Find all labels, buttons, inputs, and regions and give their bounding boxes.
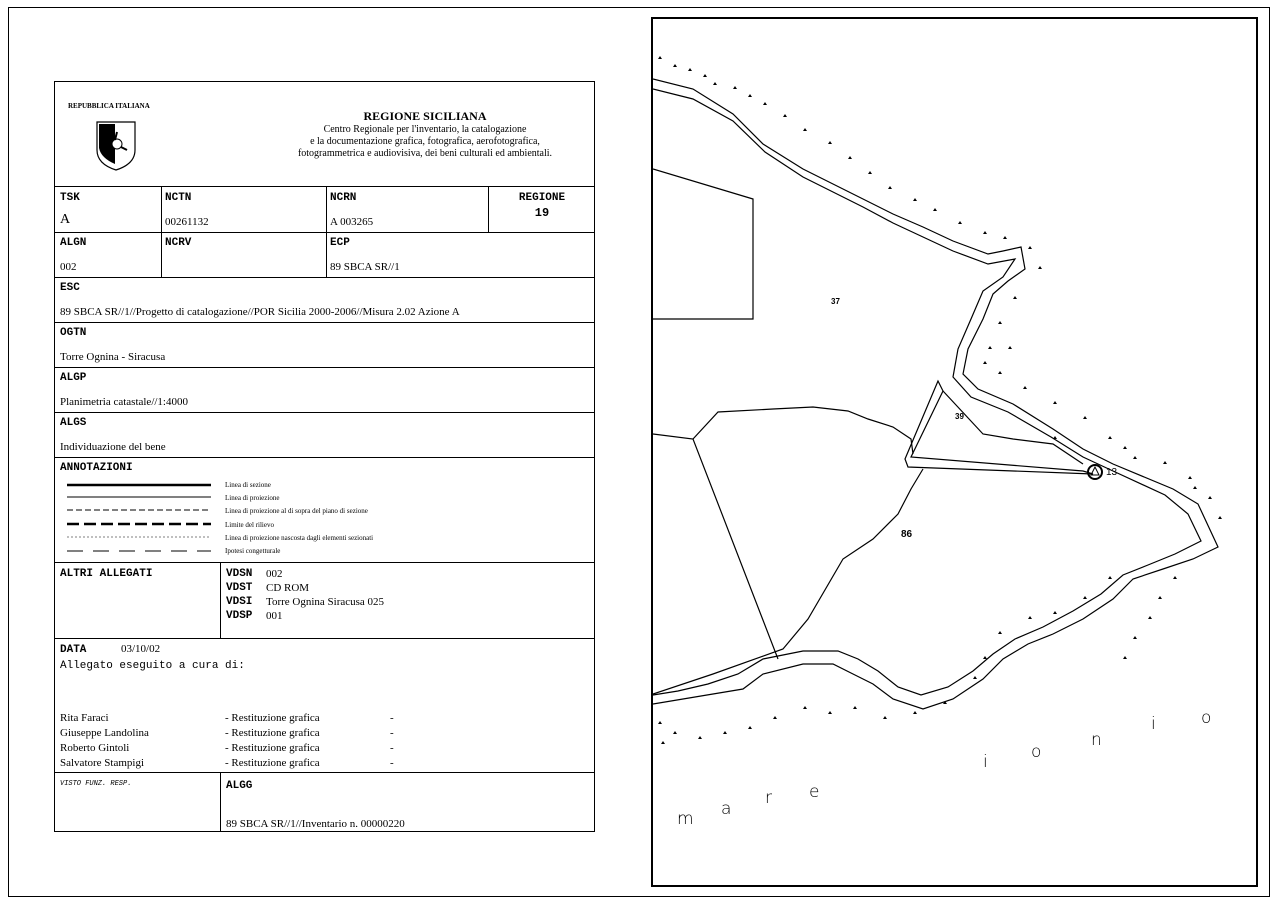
- coastline: [653, 79, 1218, 709]
- person-role: - Restituzione grafica: [225, 742, 320, 754]
- catalogue-card: [54, 81, 595, 832]
- republic-label: REPUBBLICA ITALIANA: [68, 102, 150, 110]
- sea-letter: o: [1031, 742, 1042, 762]
- algn-label: ALGN: [60, 237, 87, 249]
- map-drawing: [653, 19, 1256, 885]
- data-date: 03/10/02: [121, 643, 161, 655]
- person-name: Roberto Gintoli: [60, 742, 130, 754]
- algs-value: Individuazione del bene: [60, 441, 166, 453]
- sea-letter: i: [983, 752, 988, 772]
- vdsp-key: VDSP: [226, 610, 253, 622]
- ogtn-label: OGTN: [60, 327, 87, 339]
- regione-label: REGIONE: [518, 192, 566, 204]
- legend-item: Linea di sezione: [225, 481, 271, 489]
- sea-letter: o: [1201, 708, 1212, 728]
- regione-value: 19: [534, 206, 550, 220]
- vdst-key: VDST: [226, 582, 253, 594]
- marker-label: 13: [1106, 467, 1118, 478]
- parcel-label: 39: [955, 412, 964, 421]
- sea-letter: e: [809, 782, 820, 802]
- data-label: DATA: [60, 644, 87, 656]
- altri-allegati-label: ALTRI ALLEGATI: [60, 568, 153, 580]
- person-name: Giuseppe Landolina: [60, 727, 149, 739]
- person-dash: -: [390, 742, 394, 754]
- region-title: REGIONE SICILIANA: [363, 109, 487, 123]
- person-role: - Restituzione grafica: [225, 712, 320, 724]
- parcel-label: 86: [901, 529, 913, 540]
- person-dash: -: [390, 757, 394, 769]
- sea-letter: r: [765, 788, 772, 808]
- person-dash: -: [390, 712, 394, 724]
- vdsp-value: 001: [266, 610, 283, 622]
- parcel-label: 37: [831, 297, 840, 306]
- visto-label: VISTO FUNZ. RESP.: [60, 780, 132, 788]
- ncrv-label: NCRV: [165, 237, 192, 249]
- tsk-label: TSK: [60, 192, 80, 204]
- vdsn-key: VDSN: [226, 568, 253, 580]
- legend-item: Ipotesi congetturale: [225, 547, 281, 555]
- ncrn-value: A 003265: [330, 216, 374, 228]
- nctn-label: NCTN: [165, 192, 192, 204]
- algn-value: 002: [60, 261, 77, 273]
- algs-label: ALGS: [60, 417, 87, 429]
- sea-letter: m: [677, 809, 694, 829]
- algp-label: ALGP: [60, 372, 87, 384]
- road-strip: [905, 381, 1093, 474]
- esc-label: ESC: [60, 282, 80, 294]
- algg-label: ALGG: [226, 780, 253, 792]
- nctn-value: 00261132: [165, 216, 209, 228]
- legend-item: Linea di proiezione nascosta dagli elementi sezionati: [225, 534, 374, 542]
- vdsi-value: Torre Ognina Siracusa 025: [266, 596, 385, 608]
- algp-value: Planimetria catastale//1:4000: [60, 396, 188, 408]
- person-role: - Restituzione grafica: [225, 757, 320, 769]
- vdsi-key: VDSI: [226, 596, 253, 608]
- rock-dots: [658, 56, 1222, 744]
- person-role: - Restituzione grafica: [225, 727, 320, 739]
- cadastral-map: [651, 17, 1258, 887]
- center-line-3: fotogrammetrica e audiovisiva, dei beni culturali ed ambientali.: [297, 148, 553, 159]
- region-emblem-icon: [95, 120, 137, 172]
- sea-letter: a: [721, 799, 732, 819]
- sea-letter: n: [1091, 730, 1102, 750]
- center-line-2: e la documentazione grafica, fotografica, aerofotografica,: [310, 136, 540, 147]
- person-dash: -: [390, 727, 394, 739]
- vdsn-value: 002: [266, 568, 283, 580]
- annotazioni-label: ANNOTAZIONI: [60, 462, 133, 474]
- legend-item: Limite del rilievo: [225, 521, 274, 529]
- vdst-value: CD ROM: [266, 582, 310, 594]
- curated-by-label: Allegato eseguito a cura di:: [60, 660, 245, 672]
- person-name: Rita Faraci: [60, 712, 109, 724]
- ogtn-value: Torre Ognina - Siracusa: [60, 351, 166, 363]
- legend-item: Linea di proiezione: [225, 494, 280, 502]
- legend-item: Linea di proiezione al di sopra del piano di sezione: [225, 507, 368, 515]
- sea-letter: i: [1151, 714, 1156, 734]
- person-name: Salvatore Stampigi: [60, 757, 145, 769]
- tsk-value: A: [60, 212, 71, 227]
- algg-value: 89 SBCA SR//1//Inventario n. 00000220: [226, 818, 405, 830]
- esc-value: 89 SBCA SR//1//Progetto di catalogazione//POR Sicilia 2000-2006//Misura 2.02 Azione A: [60, 306, 460, 318]
- ecp-label: ECP: [330, 237, 350, 249]
- legend-line-samples: [65, 480, 215, 558]
- center-line-1: Centro Regionale per l'inventario, la catalogazione: [323, 124, 527, 135]
- ecp-value: 89 SBCA SR//1: [330, 261, 400, 273]
- ncrn-label: NCRN: [330, 192, 357, 204]
